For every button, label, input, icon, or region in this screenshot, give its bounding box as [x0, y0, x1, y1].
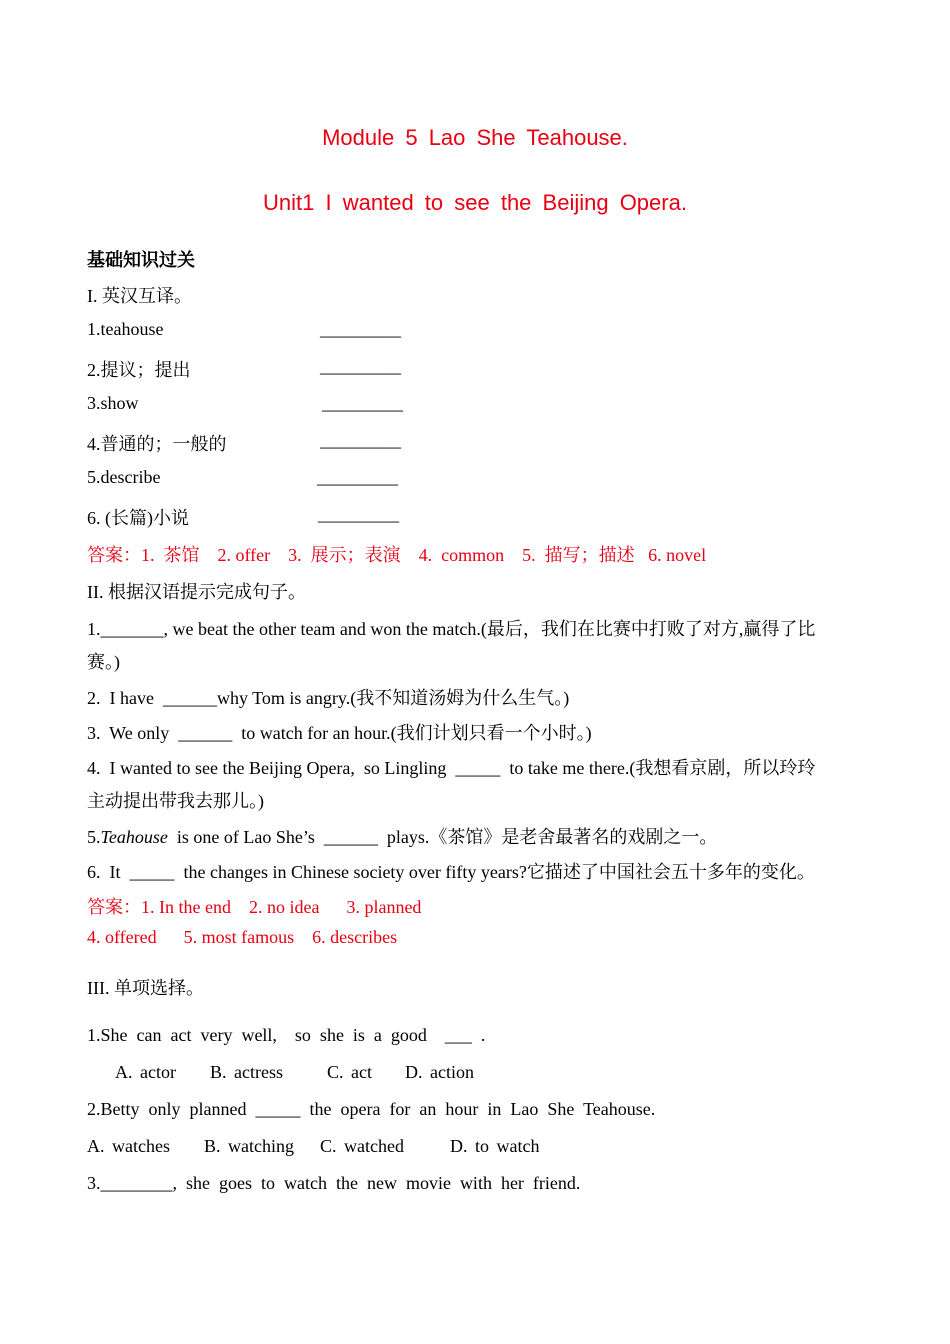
- part3-q1-option-b: B. actress: [210, 1062, 283, 1082]
- part2-q5-italic: Teahouse: [100, 827, 168, 847]
- part3-q1: 1.She can act very well, so she is a good ___ .: [87, 1025, 486, 1045]
- part2-q2: 2. I have ______why Tom is angry.(我不知道汤姆为什么生气。): [87, 688, 570, 708]
- part1-item-1-prompt: 1.teahouse: [87, 319, 164, 339]
- part2-answer-line2: 4. offered 5. most famous 6. describes: [87, 927, 398, 947]
- part1-item-4-blank: _________: [320, 430, 401, 450]
- part1-item-4-prompt: 4.普通的；一般的: [87, 434, 227, 454]
- part1-item-2-prompt: 2.提议；提出: [87, 360, 191, 380]
- part1-heading: I. 英汉互译。: [87, 286, 192, 306]
- part2-q5-rest: is one of Lao She’s ______ plays.《茶馆》是老舍最著名的戏剧之一。: [167, 827, 718, 847]
- part3-q1-option-a: A. actor: [115, 1062, 176, 1082]
- part2-q1-line2: 赛。): [87, 652, 120, 672]
- part3-q3: 3.________, she goes to watch the new movie with her friend.: [87, 1173, 581, 1193]
- part1-item-1-blank: _________: [320, 319, 401, 339]
- part3-q2-option-b: B. watching: [204, 1136, 294, 1156]
- part1-item-6-prompt: 6. (长篇)小说: [87, 508, 189, 528]
- part1-item-6-blank: _________: [318, 504, 399, 524]
- part1-answer: 答案：1. 茶馆 2. offer 3. 展示；表演 4. common 5. 描写；描述 6. novel: [87, 545, 707, 565]
- part1-item-3-blank: _________: [322, 393, 403, 413]
- part2-q1-line1: 1._______, we beat the other team and won the match.(最后，我们在比赛中打败了对方,赢得了比: [87, 619, 816, 639]
- part3-q2: 2.Betty only planned _____ the opera for an hour in Lao She Teahouse.: [87, 1099, 656, 1119]
- part3-q2-option-c: C. watched: [320, 1136, 404, 1156]
- part1-item-5-prompt: 5.describe: [87, 467, 161, 487]
- part2-q4-line2: 主动提出带我去那儿。): [87, 791, 264, 811]
- part3-q2-option-a: A. watches: [87, 1136, 170, 1156]
- part3-q2-option-d: D. to watch: [450, 1136, 540, 1156]
- part2-q5-prefix: 5.: [87, 827, 101, 847]
- part2-q4-line1: 4. I wanted to see the Beijing Opera, so Lingling _____ to take me there.(我想看京剧，所以玲玲: [87, 758, 816, 778]
- part2-q5: [87, 823, 717, 849]
- section-heading: 基础知识过关: [87, 250, 195, 270]
- unit-title: Unit1 I wanted to see the Beijing Opera.: [263, 190, 687, 215]
- part2-q6: 6. It _____ the changes in Chinese society over fifty years?它描述了中国社会五十多年的变化。: [87, 862, 815, 882]
- part3-heading: III. 单项选择。: [87, 978, 204, 998]
- part2-answer-line1: 答案：1. In the end 2. no idea 3. planned: [87, 897, 422, 917]
- part1-item-2-blank: _________: [320, 356, 401, 376]
- part2-heading: II. 根据汉语提示完成句子。: [87, 582, 306, 602]
- part2-q3: 3. We only ______ to watch for an hour.(我们计划只看一个小时。): [87, 723, 592, 743]
- part3-q1-option-c: C. act: [327, 1062, 372, 1082]
- module-title: Module 5 Lao She Teahouse.: [322, 125, 628, 150]
- part3-q1-option-d: D. action: [405, 1062, 474, 1082]
- part1-item-5-blank: _________: [317, 467, 398, 487]
- part1-item-3-prompt: 3.show: [87, 393, 139, 413]
